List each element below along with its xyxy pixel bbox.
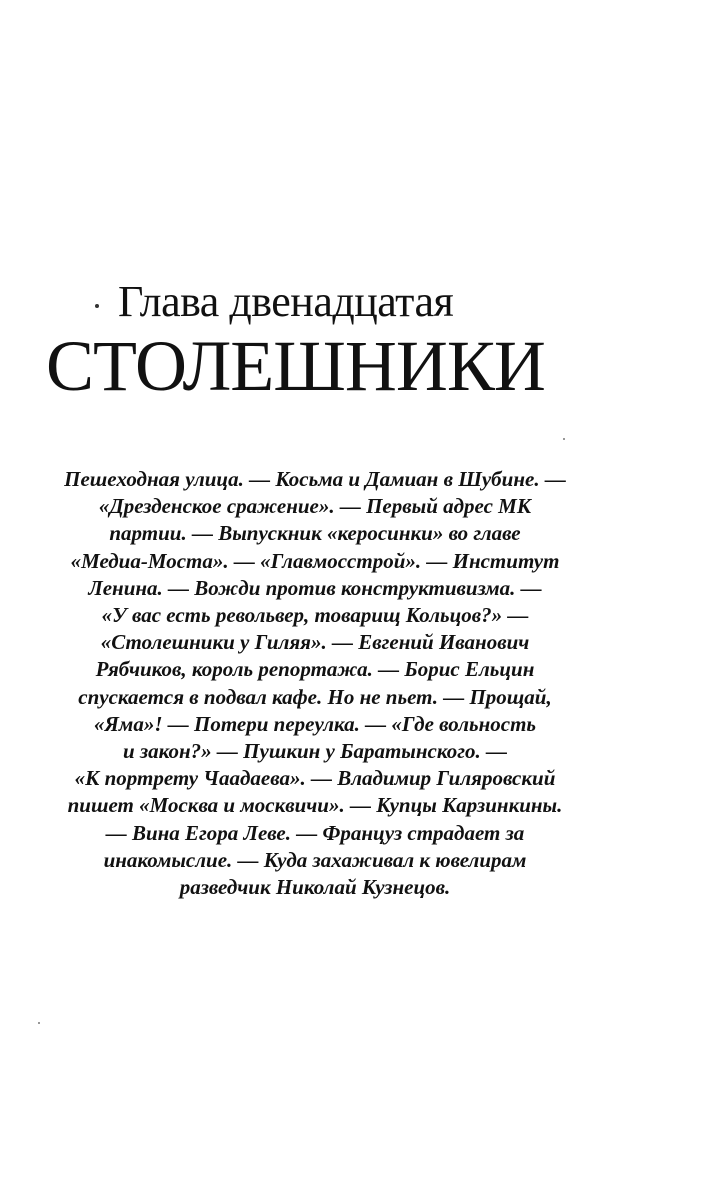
summary-line: «Яма»! — Потери переулка. — «Где вольность (93, 711, 537, 736)
summary-line: разведчик Николай Кузнецов. (179, 875, 451, 900)
print-speck (38, 1022, 40, 1024)
summary-line: и закон?» — Пушкин у Баратынского. — (123, 739, 507, 764)
print-speck (95, 304, 99, 308)
chapter-summary (18, 466, 612, 901)
summary-line: пишет «Москва и москвичи». — Купцы Карзинкины. (67, 793, 563, 818)
summary-line: «К портрету Чаадаева». — Владимир Гиляровский (74, 766, 556, 791)
summary-line: «Столешники у Гиляя». — Евгений Иванович (100, 630, 530, 655)
summary-line: «Дрезденское сражение». — Первый адрес МК (98, 494, 532, 519)
chapter-label: Глава двенадцатая (118, 277, 454, 326)
print-speck (563, 438, 565, 440)
summary-line: партии. — Выпускник «керосинки» во главе (109, 521, 521, 546)
summary-line: Ленина. — Вожди против конструктивизма. — (88, 575, 542, 600)
summary-line: Пешеходная улица. — Косьма и Дамиан в Шубине. — (64, 467, 566, 491)
summary-line: спускается в подвал кафе. Но не пьет. — Прощай, (78, 684, 552, 709)
summary-line: — Вина Егора Леве. — Француз страдает за (105, 820, 525, 845)
summary-line: инакомыслие. — Куда захаживал к ювелирам (103, 847, 527, 872)
chapter-title: СТОЛЕШНИКИ (46, 326, 545, 406)
summary-line: «У вас есть револьвер, товарищ Кольцов?» — (101, 603, 529, 628)
summary-line: «Медиа-Моста». — «Главмосстрой». — Институт (70, 548, 560, 573)
summary-line: Рябчиков, король репортажа. — Борис Ельцин (95, 657, 535, 682)
